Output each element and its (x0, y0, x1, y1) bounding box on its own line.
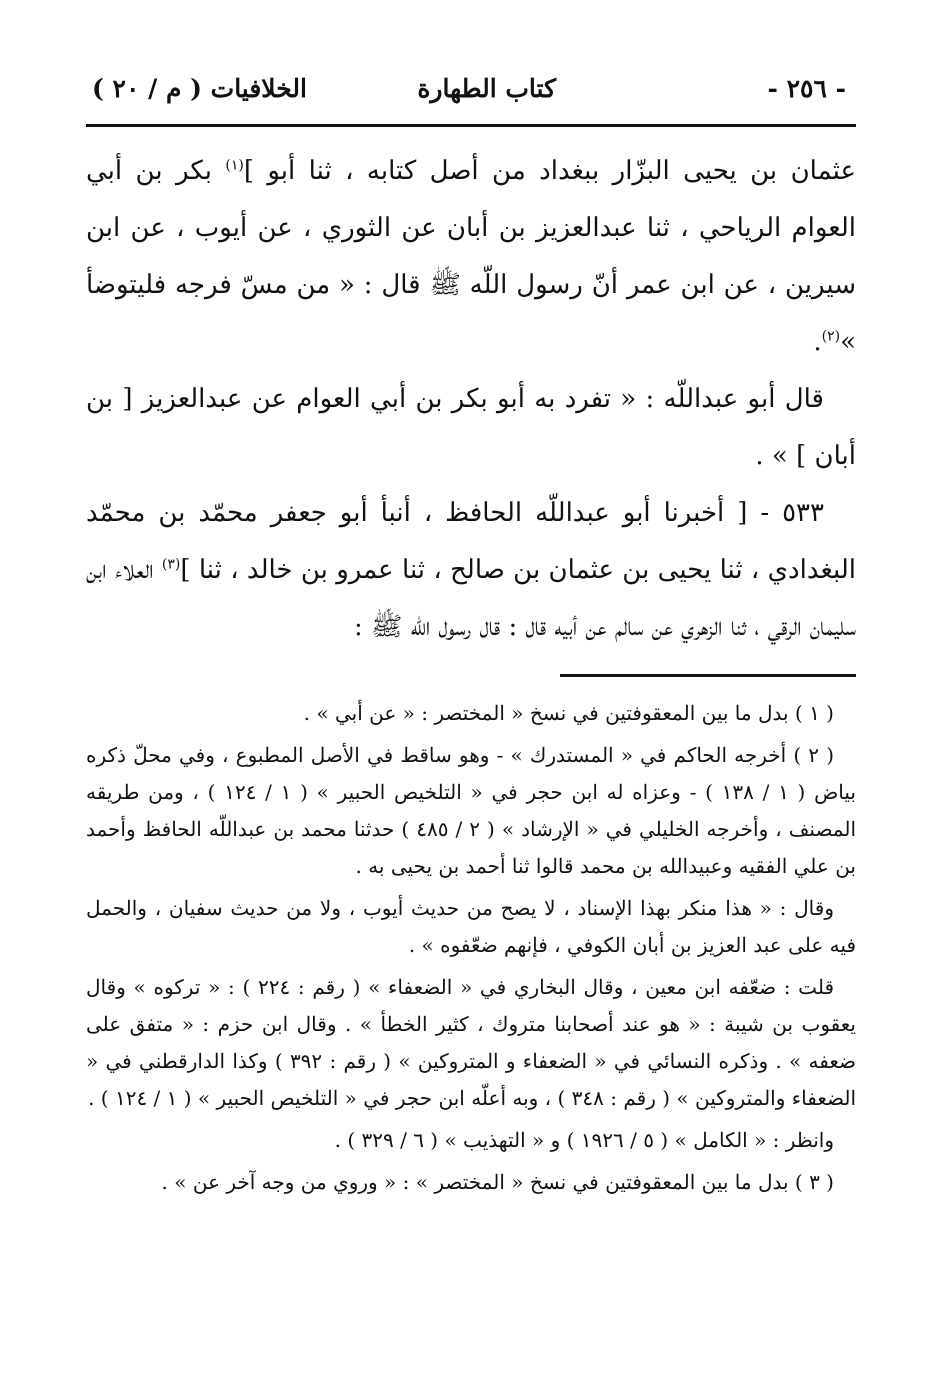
text-run: بكر بن أبي العوام الرياحي ، ثنا عبدالعزيز بن أبان عن الثوري ، عن أيوب ، عن ابن سيرين ، عن ابن عمر أنّ رسول اللّه ﷺ قال : « من مسّ فرجه فليتوضأ » (86, 156, 856, 357)
paragraph (86, 485, 856, 656)
text-run: العلاء ابن سليمان الرقي ، ثنا الزهري عن سالم عن أبيه قال : قال رسول اللّه ﷺ : (86, 555, 856, 642)
paragraph: قال أبو عبداللّه : « تفرد به أبو بكر بن أبي العوام عن عبدالعزيز [ بن أبان ] » . (86, 384, 856, 471)
book-title: كتاب الطهارة (417, 74, 556, 103)
header-rule (86, 124, 856, 127)
footnote: ( ١ ) بدل ما بين المعقوفتين في نسخ « المختصر : « عن أبي » . (303, 701, 834, 725)
text-run: ٥٣٣ - [ أخبرنا أبو عبداللّه الحافظ ، أنبأ أبو جعفر محمّد بن محمّد البغدادي ، ثنا يحيى بن عثمان بن صالح ، ثنا عمرو بن خالد ، ثنا ] (86, 498, 857, 585)
page-header (86, 60, 856, 122)
text-run: عثمان بن يحيى البزّار ببغداد من أصل كتابه ، ثنا أبو ] (243, 156, 856, 186)
footnote-ref: (١) (225, 157, 244, 174)
footnote: وقال : « هذا منكر بهذا الإسناد ، لا يصح من حديث أيوب ، ولا من حديث سفيان ، والحمل فيه على عبد العزيز بن أبان الكوفي ، فإنهم ضعّفوه » . (86, 896, 856, 957)
footnote: ( ٣ ) بدل ما بين المعقوفتين في نسخ « المختصر » : « وروي من وجه آخر عن » . (161, 1170, 834, 1194)
page (86, 60, 856, 1206)
footnotes (86, 695, 856, 1201)
footnote: ( ٢ ) أخرجه الحاكم في « المستدرك » - وهو ساقط في الأصل المطبوع ، وفي محلّ ذكره بياض ( ١ / ١٣٨ ) - وعزاه له ابن حجر في « التلخيص الحبير » ( ١ / ١٢٤ ) ، ومن طريقه المصنف ، وأخرجه الخليلي في « الإرشاد » ( ٢ / ٤٨٥ ) حدثنا محمد بن عبداللّه الحافظ وأحمد بن علي الفقيه وعبيدالله بن محمد قالوا ثنا أحمد بن يحيى به . (86, 743, 857, 878)
footnote: وانظر : « الكامل » ( ٥ / ١٩٢٦ ) و « التهذيب » ( ٦ / ٣٢٩ ) . (334, 1128, 834, 1152)
main-text (86, 143, 856, 656)
footnote-ref: (٣) (161, 556, 181, 573)
footnote: قلت : ضعّفه ابن معين ، وقال البخاري في « الضعفاء » ( رقم : ٢٢٤ ) : « تركوه » وقال يعقوب بن شيبة : « هو عند أصحابنا متروك ، كثير الخطأ » . وقال ابن حزم : « متفق على ضعفه » . وذكره النسائي في « الضعفاء و المتروكين » ( رقم : ٣٩٢ ) وكذا الدارقطني في « الضعفاء والمتروكين » ( رقم : ٣٤٨ ) ، وبه أعلّه ابن حجر في « التلخيص الحبير » ( ١ / ١٢٤ ) . (86, 975, 857, 1110)
footnote-ref: (٢) (821, 328, 841, 345)
text-run: . (813, 327, 822, 357)
footnote-separator (560, 674, 856, 677)
page-number: - ٢٥٦ - (767, 74, 846, 103)
paragraph (86, 143, 856, 371)
chapter-title: الخلافيات ( م / ٢٠ ) (92, 74, 307, 103)
